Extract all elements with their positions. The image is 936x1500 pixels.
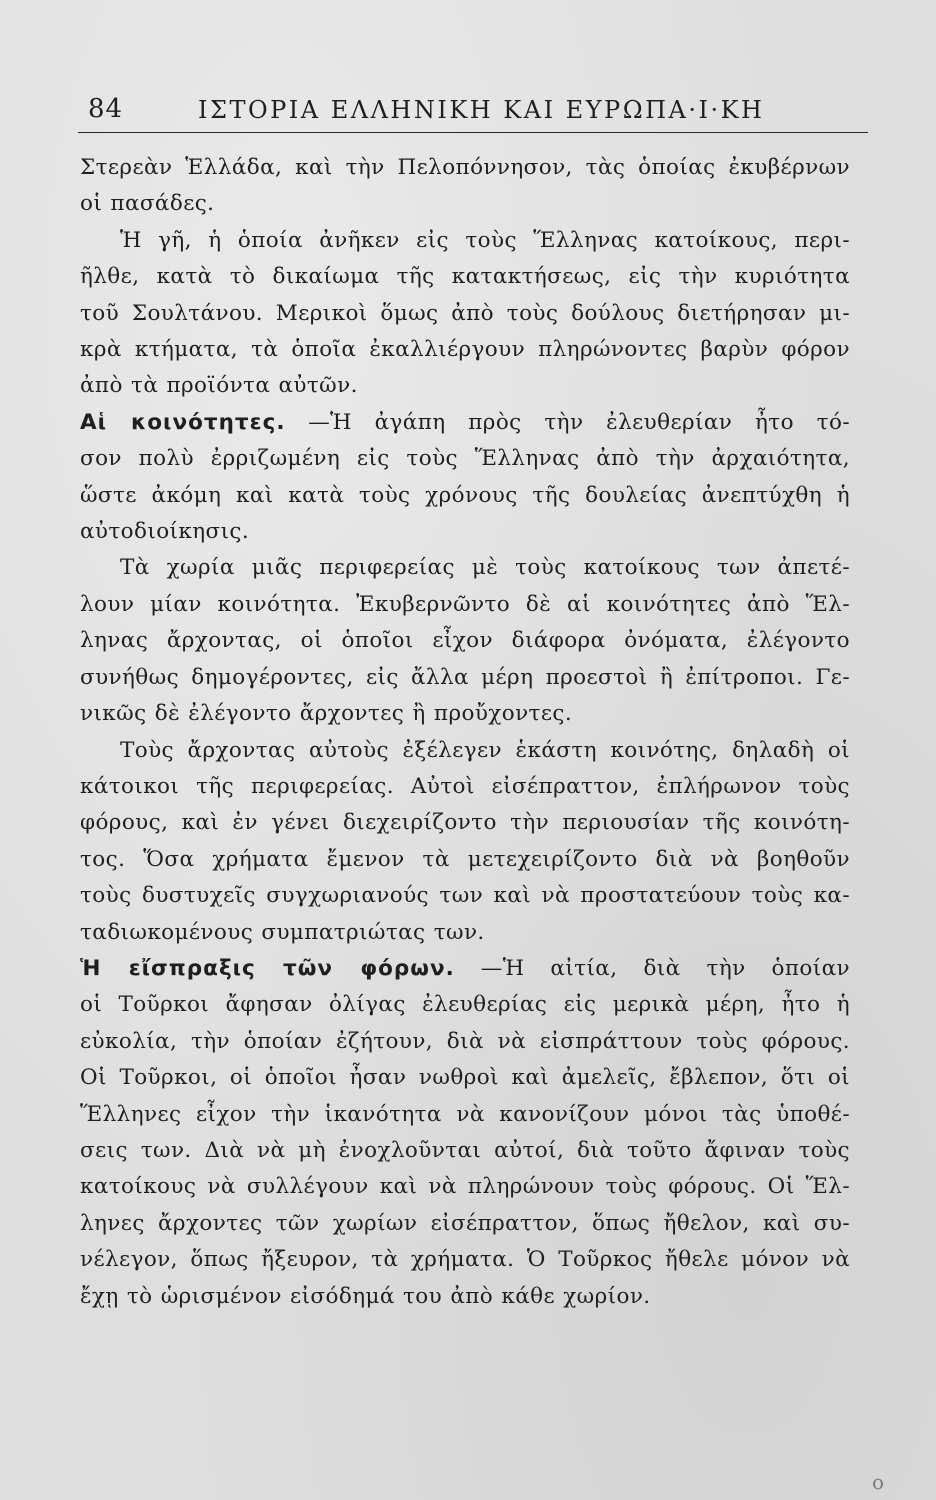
text-line: κάτοικοι τῆς περιφερείας. Αὐτοὶ εἰσέπραττον, ἐπλήρωνον τοὺς	[80, 773, 850, 799]
text-line: λουν μίαν κοινότητα. Ἐκυβερνῶντο δὲ αἱ κοινότητες ἀπὸ Ἕλ-	[80, 591, 850, 617]
section-heading: Ἡ εἴσπραξις τῶν φόρων.	[80, 955, 455, 981]
text-line: ληνας ἄρχοντας, οἱ ὁποῖοι εἶχον διάφορα ὀνόματα, ἐλέγοντο	[80, 628, 850, 654]
text-line: νέλεγον, ὅπως ἤξευρον, τὰ χρήματα. Ὁ Τοῦρκος ἤθελε μόνον νὰ	[80, 1247, 850, 1273]
text-line: συνήθως δημογέροντες, εἰς ἄλλα μέρη προεστοὶ ἢ ἐπίτροποι. Γε-	[80, 664, 850, 690]
text-line: Οἱ Τοῦρκοι, οἱ ὁποῖοι ἦσαν νωθροὶ καὶ ἀμελεῖς, ἔβλεπον, ὅτι οἱ	[80, 1065, 850, 1091]
text-line: τοὺς δυστυχεῖς συγχωριανούς των καὶ νὰ προστατεύουν τοὺς κα-	[80, 883, 850, 909]
section-first-line	[80, 951, 850, 987]
text-line: ληνες ἄρχοντες τῶν χωρίων εἰσέπραττον, ὅπως ἤθελον, καὶ συ-	[80, 1210, 850, 1236]
text-line: ἀπὸ τὰ προϊόντα αὐτῶν.	[80, 373, 358, 399]
text-line: σον πολὺ ἐρριζωμένη εἰς τοὺς Ἕλληνας ἀπὸ τὴν ἀρχαιότητα,	[80, 446, 850, 472]
text-line: φόρους, καὶ ἐν γένει διεχειρίζοντο τὴν περιουσίαν τῆς κοινότη-	[80, 810, 850, 836]
text-line: ῆλθε, κατὰ τὸ δικαίωμα τῆς κατακτήσεως, εἰς τὴν κυριότητα	[80, 264, 850, 290]
text-line: Τὰ χωρία μιᾶς περιφερείας μὲ τοὺς κατοίκους των ἀπετέ-	[120, 555, 850, 581]
text-line: ὥστε ἀκόμη καὶ κατὰ τοὺς χρόνους τῆς δουλείας ἀνεπτύχθη ἡ	[80, 482, 850, 508]
section-heading: Αἱ κοινότητες.	[80, 409, 286, 435]
corner-mark: ο	[872, 1470, 885, 1494]
text-line: αὐτοδιοίκησις.	[80, 519, 250, 545]
text-line: Ἕλληνες εἶχον τὴν ἱκανότητα νὰ κανονίζουν μόνοι τὰς ὑποθέ-	[80, 1101, 850, 1127]
text-run: —Ἡ αἰτία, διὰ τὴν ὁποίαν	[480, 955, 850, 981]
text-line: κατοίκους νὰ συλλέγουν καὶ νὰ πληρώνουν τοὺς φόρους. Οἱ Ἕλ-	[80, 1174, 850, 1200]
text-line: οἱ Τοῦρκοι ἄφησαν ὀλίγας ἐλευθερίας εἰς μερικὰ μέρη, ἦτο ἡ	[80, 992, 850, 1018]
page-number: 84	[88, 94, 124, 124]
running-title: ΙΣΤΟΡΙΑ ΕΛΛΗΝΙΚΗ ΚΑΙ ΕΥΡΩΠΑ·Ι·ΚΗ	[198, 96, 765, 124]
text-line: νικῶς δὲ ἐλέγοντο ἄρχοντες ἢ προὔχοντες.	[80, 701, 573, 727]
text-line: κρὰ κτήματα, τὰ ὁποῖα ἐκαλλιέργουν πληρώνοντες βαρὺν φόρον	[80, 337, 850, 363]
text-line: εὐκολία, τὴν ὁποίαν ἐζήτουν, διὰ νὰ εἰσπράττουν τοὺς φόρους.	[80, 1028, 850, 1054]
text-line: τος. Ὅσα χρήματα ἔμενον τὰ μετεχειρίζοντο διὰ νὰ βοηθοῦν	[80, 846, 850, 872]
text-line: τοῦ Σουλτάνου. Μερικοὶ ὅμως ἀπὸ τοὺς δούλους διετήρησαν μι-	[80, 300, 850, 326]
page-header	[78, 92, 868, 133]
text-line: σεις των. Διὰ νὰ μὴ ἐνοχλοῦνται αὐτοί, διὰ τοῦτο ἄφιναν τοὺς	[80, 1137, 850, 1163]
text-run: —Ἡ ἀγάπη πρὸς τὴν ἐλευθερίαν ἦτο τό-	[308, 409, 850, 435]
text-line: Ἡ γῆ, ἡ ὁποία ἀνῆκεν εἰς τοὺς Ἕλληνας κατοίκους, περι-	[120, 227, 850, 253]
text-line: Στερεὰν Ἑλλάδα, καὶ τὴν Πελοπόννησον, τὰς ὁποίας ἐκυβέρνων	[80, 155, 850, 180]
text-line: ταδιωκομένους συμπατριώτας των.	[80, 919, 485, 945]
text-line: Τοὺς ἄρχοντας αὐτοὺς ἐξέλεγεν ἑκάστη κοινότης, δηλαδὴ οἱ	[120, 737, 850, 763]
text-line: ἔχῃ τὸ ὡρισμένον εἰσόδημά του ἀπὸ κάθε χωρίον.	[80, 1283, 651, 1309]
section-first-line	[80, 405, 850, 441]
text-line: οἱ πασάδες.	[80, 191, 215, 217]
body-text	[80, 150, 850, 1315]
